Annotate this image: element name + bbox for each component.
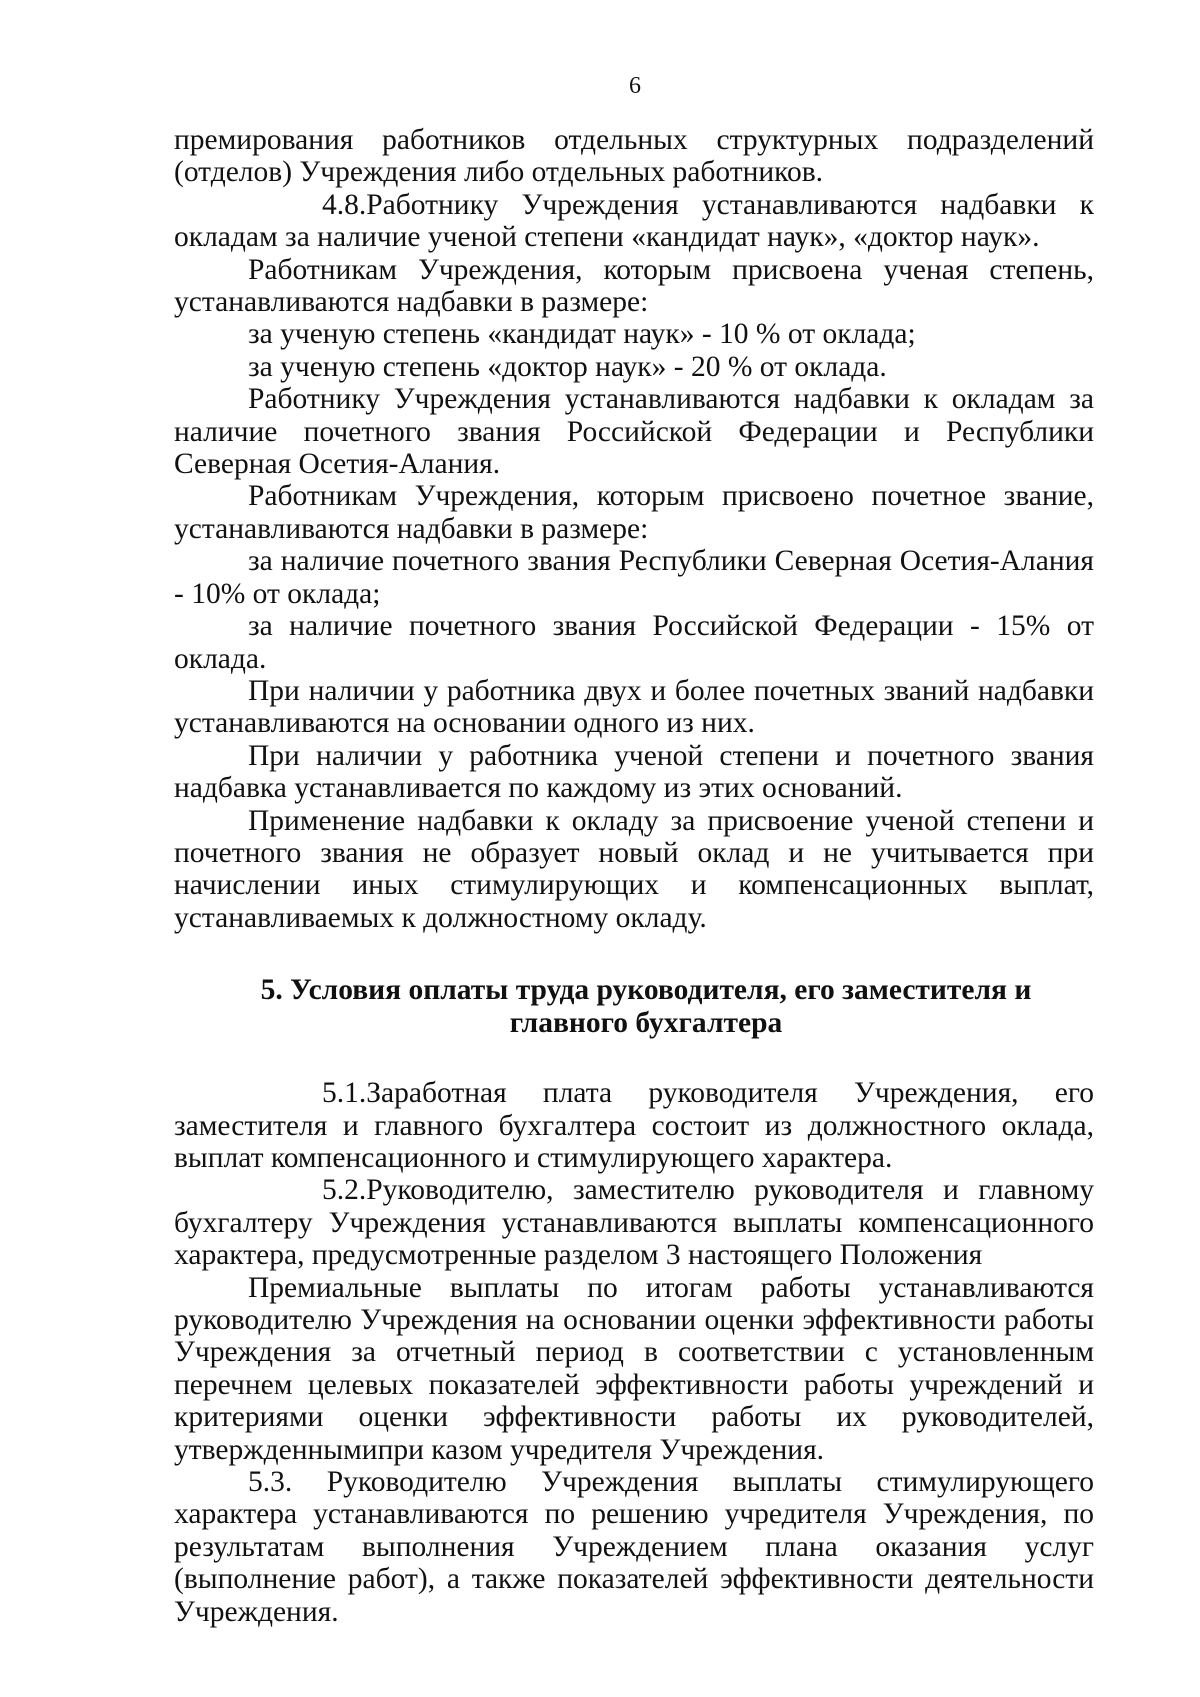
item-number-5-2: 5.2. [322,1174,367,1207]
paragraph-honorary-title-allowance: Работнику Учреждения устанавливаются надбавки к окладам за наличие почетного звания Российской Федерации и Республики Северная Осетия-Алания. [174,383,1094,481]
paragraph-allowance-application: Применение надбавки к окладу за присвоение ученой степени и почетного звания не образует новый оклад и не учитывается при начислении иных стимулирующих и компенсационных выплат, устанавливаемых к должностному окладу. [174,804,1094,934]
paragraph-multiple-titles: При наличии у работника двух и более почетных званий надбавки устанавливаются на основании одного из них. [174,674,1094,740]
paragraph-5-1-text: Заработная плата руководителя Учреждения, его заместителя и главного бухгалтера состоит из должностного оклада, выплат компенсационного и стимулирующего характера. [174,1077,1094,1174]
page-number: 6 [629,73,641,99]
paragraph-russian-federation-title: за наличие почетного звания Российской Федерации - 15% от оклада. [174,610,1094,675]
paragraph-candidate-degree: за ученую степень «кандидат наук» - 10 % от оклада; [248,318,916,351]
item-number-5-3: 5.3. [248,1466,293,1499]
paragraph-5-3 [174,1466,1094,1628]
paragraph-5-1 [174,1077,1094,1174]
paragraph-premium-payments: Премиальные выплаты по итогам работы устанавливаются руководителю Учреждения на основании оценки эффективности работы Учреждения за отчетный период в соответствии с установленным перечнем целевых показателей эффективности работы учреждений и критериями оценки эффективности работы их руководителей, утвержденнымипри казом учредителя Учреждения. [174,1271,1094,1466]
paragraph-degree-and-title: При наличии у работника ученой степени и почетного звания надбавка устанавливается по каждому из этих оснований. [174,739,1094,805]
item-number-4-8: 4.8. [322,188,367,221]
section-5-heading: 5. Условия оплаты труда руководителя, его заместителя и главного бухгалтера [260,974,1032,1040]
document-body [174,124,1094,1628]
paragraph-4-8-text: Работнику Учреждения устанавливаются надбавки к окладам за наличие ученой степени «кандидат наук», «доктор наук». [174,188,1094,254]
paragraph-5-3-text: Руководителю Учреждения выплаты стимулирующего характера устанавливаются по решению учредителя Учреждения, по результатам выполнения Учреждением плана оказания услуг (выполнение работ), а также показателей эффективности деятельности Учреждения. [174,1466,1094,1628]
paragraph-degree-allowance: Работникам Учреждения, которым присвоена ученая степень, устанавливаются надбавки в размере: [174,253,1094,319]
paragraph-4-8 [174,189,1094,254]
item-number-5-1: 5.1. [322,1077,367,1110]
paragraph-doctor-degree: за ученую степень «доктор наук» - 20 % от оклада. [248,350,887,383]
paragraph-honorary-title-size: Работникам Учреждения, которым присвоено почетное звание, устанавливаются надбавки в размере: [174,480,1094,545]
paragraph-rso-alania-title: за наличие почетного звания Республики Северная Осетия-Алания - 10% от оклада; [174,545,1094,610]
paragraph-premium-continuation: премирования работников отдельных структурных подразделений (отделов) Учреждения либо отдельных работников. [174,124,1094,189]
paragraph-5-2-text: Руководителю, заместителю руководителя и главному бухгалтеру Учреждения устанавливаются выплаты компенсационного характера, предусмотренные разделом 3 настоящего Положения [174,1174,1094,1272]
paragraph-5-2 [174,1174,1094,1271]
